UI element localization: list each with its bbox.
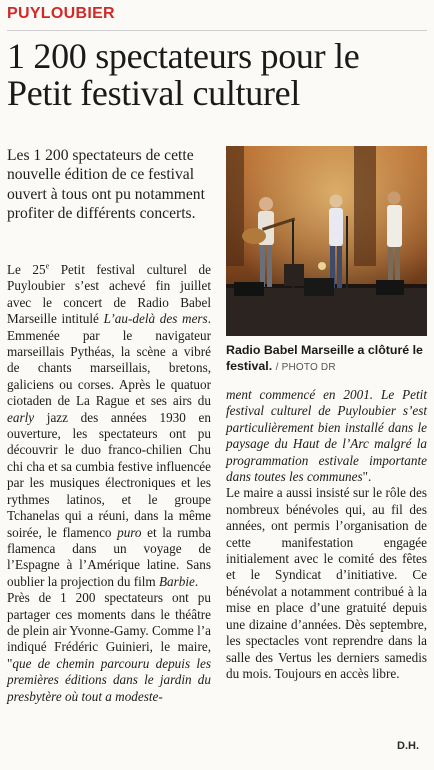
article-column-right (226, 387, 427, 682)
paragraph-2: Près de 1 200 spectateurs ont pu partager ces moments dans le théâtre de plein air Yvonne-Gamy. Comme l’a indiqué Frédéric Guinieri, le maire, "que de chemin parcouru depuis les premières éditions dans le jardin du presbytère où tout a modeste- (7, 590, 211, 704)
paragraph-1: Le 25e Petit festival culturel de Puyloubier s’est achevé fin juillet avec le concert de Radio Babel Marseille intitulé L’au-delà des mers. Emmenée par le navigateur marseillais Pythéas, la scène a vibré de chants marseillais, bretons, galiciens ou corses. Après le quatuor ciotaden de La Rague et ses airs du early jazz des années 1930 en ouverture, les spectateurs ont pu découvrir le duo franco-chilien Chu chi cha et sa cumbia festive influencée par les musiques électroniques et les rythmes latinos, et le groupe Tchanelas qui a réuni, dans la même soirée, le flamenco puro et la rumba flamenca dans un voyage de l’Espagne à l’Amérique latine. Sans oublier la projection du film Barbie. (7, 261, 211, 589)
author-signature: D.H. (397, 740, 419, 752)
paragraph-3: Le maire a aussi insisté sur le rôle des nombreux bénévoles qui, au fil des années, ont permis l’organisation de cette manifestation engagée initialement avec le comité des fêtes et le Syndicat d’initiative. Ce bénévolat a notamment contribué à la mise en place d’une gratuité depuis une dizaine d’années. Dès septembre, les spectacles vont reprendre dans la salle des Vertus les derniers samedis du mois. Toujours en accès libre. (226, 485, 427, 681)
article-headline: 1 200 spectateurs pour le Petit festival culturel (7, 36, 360, 113)
header-rule (7, 30, 427, 31)
concert-photo (226, 146, 427, 336)
photo-credit: PHOTO DR (281, 361, 336, 373)
article-lead: Les 1 200 spectateurs de cette nouvelle édition de ce festival ouvert à tous ont pu notamment profiter de différents concerts. (7, 147, 205, 222)
photo-caption: Radio Babel Marseille a clôturé le festival. / PHOTO DR (226, 343, 423, 373)
article-column-left (7, 262, 211, 705)
section-kicker: PUYLOUBIER (7, 5, 115, 22)
paragraph-2-continued: ment commencé en 2001. Le Petit festival culturel de Puyloubier s’est particulièrement bien installé dans le paysage du Haut de l’Arc malgré la programmation estivale importante dans toutes les communes". (226, 387, 427, 485)
caption-text: Radio Babel Marseille a clôturé le festival. (226, 343, 423, 373)
